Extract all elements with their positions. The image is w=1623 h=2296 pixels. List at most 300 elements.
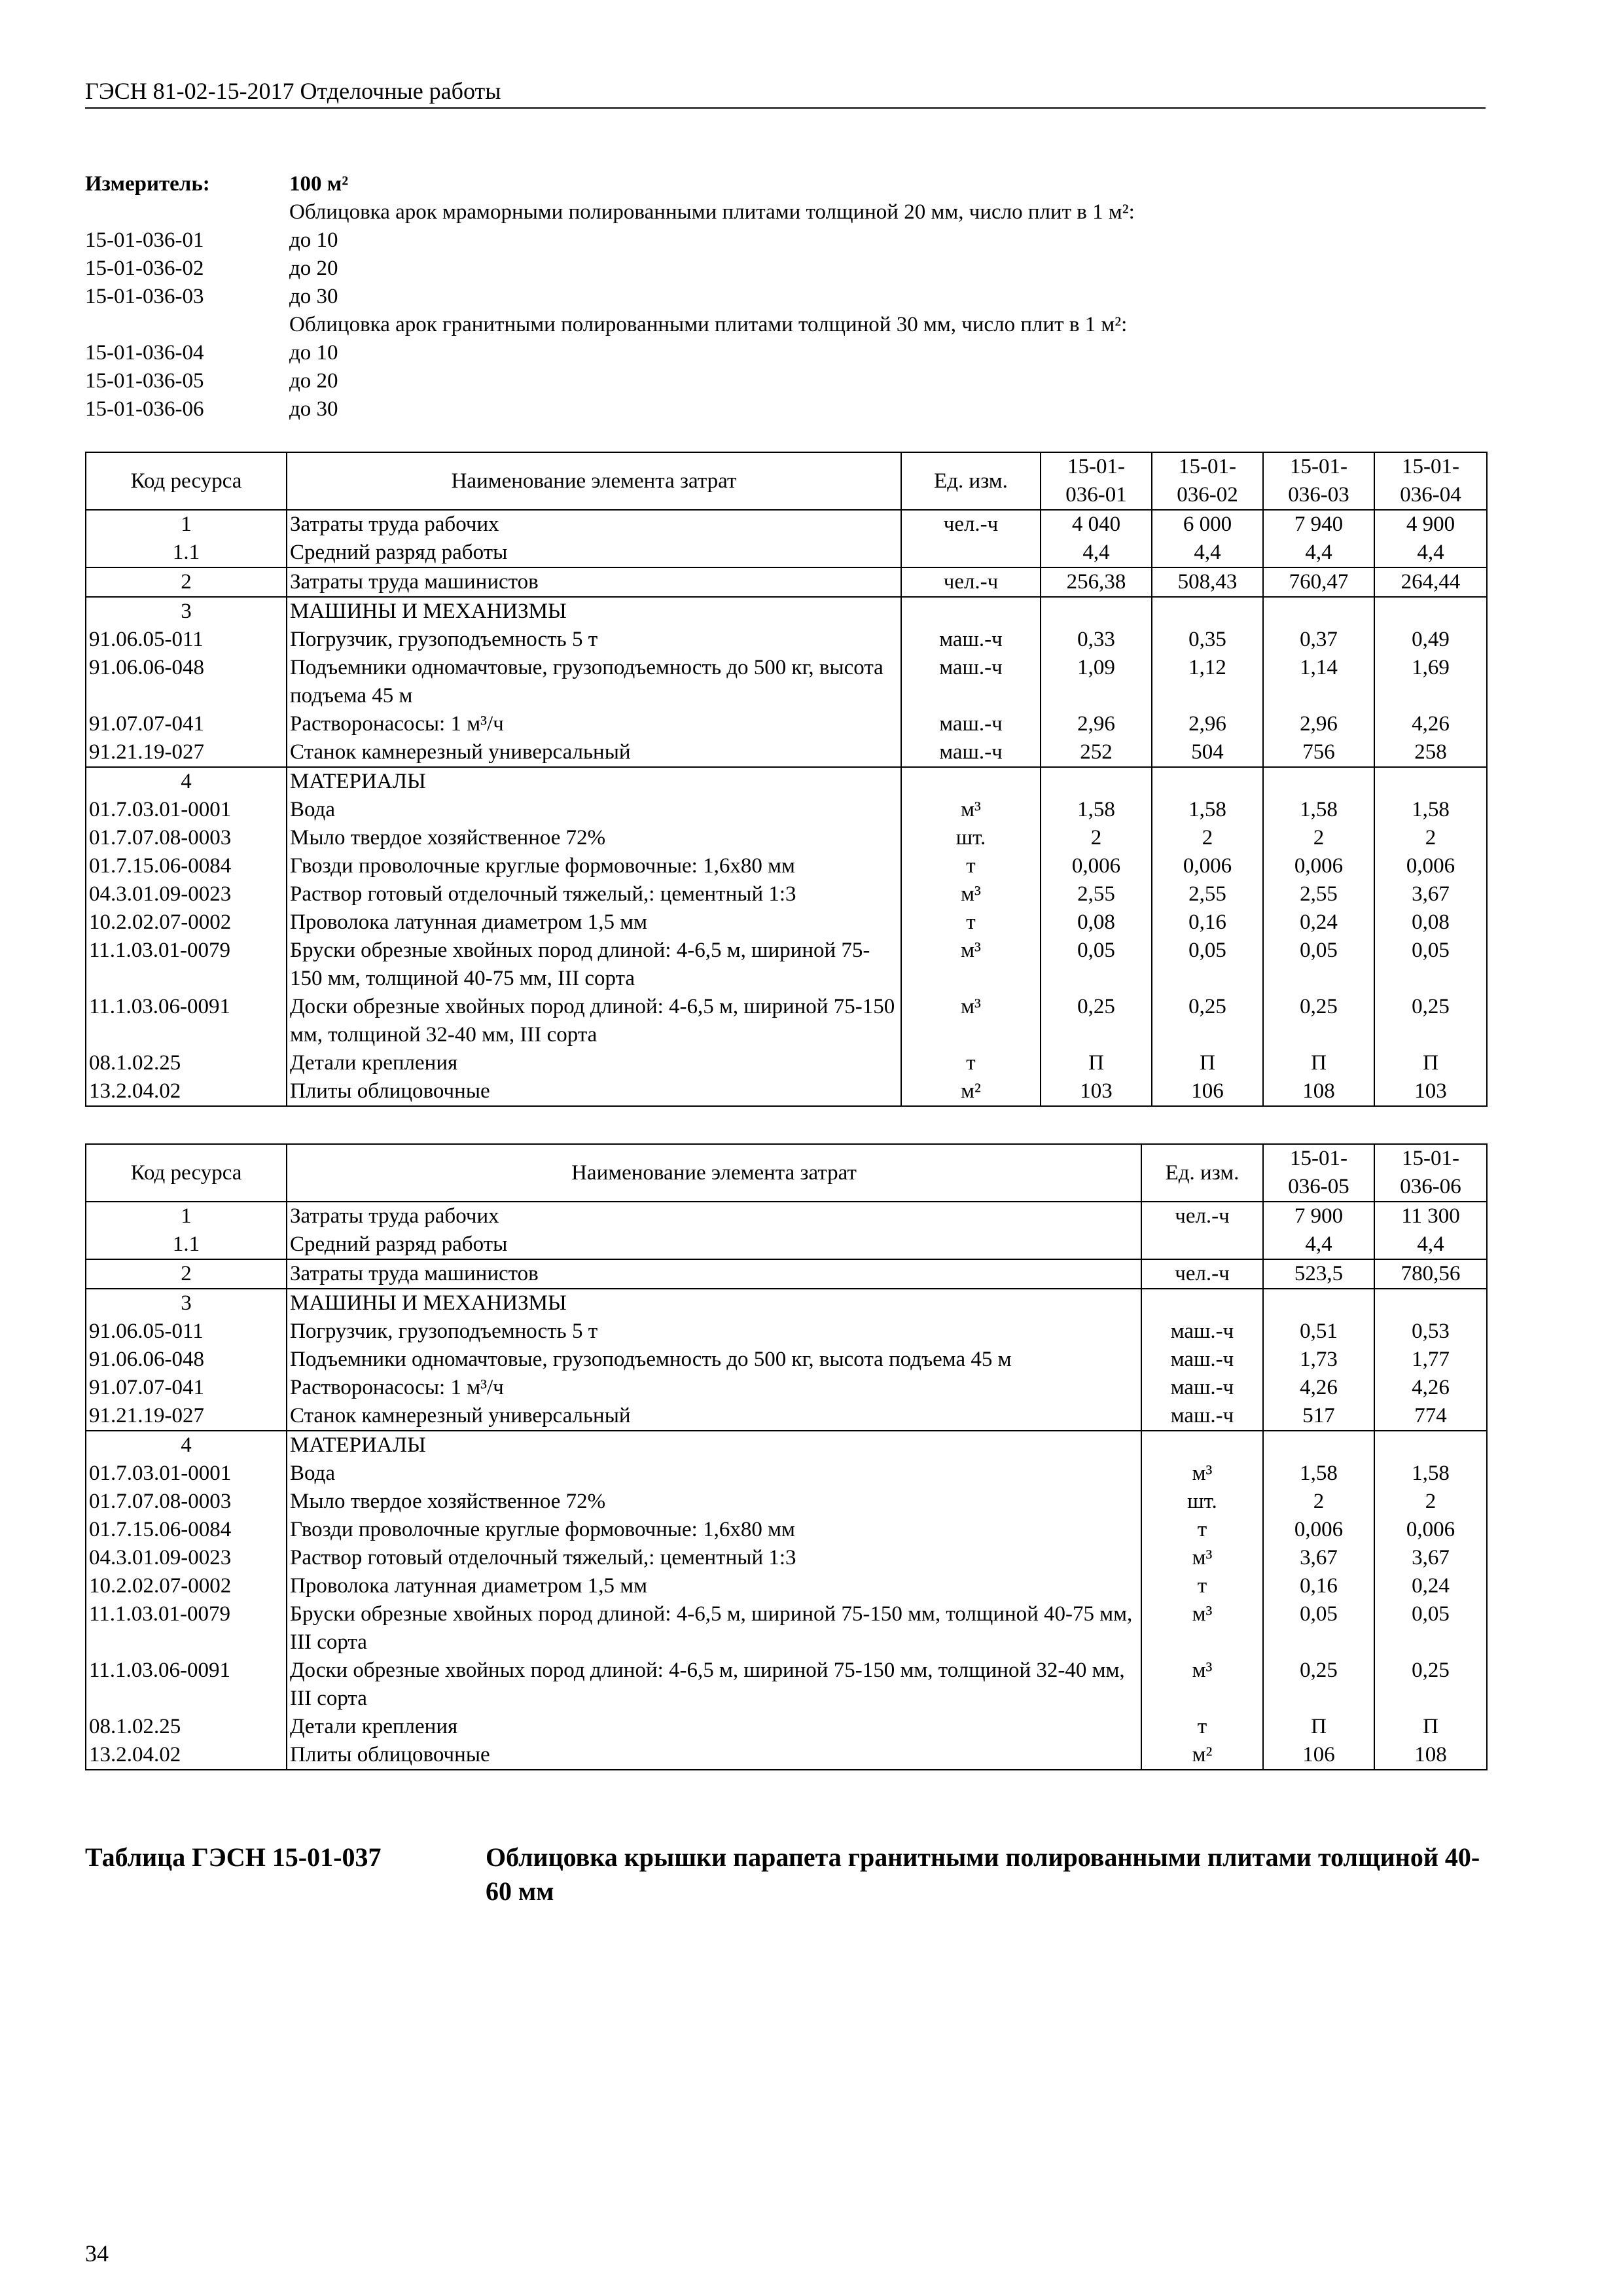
resource-unit: м³ <box>1141 1544 1263 1572</box>
resource-value: 2 <box>1263 1488 1374 1516</box>
resource-value: 2,55 <box>1263 880 1374 908</box>
resource-value: 103 <box>1374 1077 1487 1106</box>
resource-code: 91.07.07-041 <box>86 1374 287 1402</box>
resource-value: 774 <box>1374 1402 1487 1431</box>
column-header: 15-01- 036-01 <box>1041 452 1152 510</box>
resource-value <box>1263 597 1374 626</box>
resource-code: 2 <box>86 567 287 597</box>
resource-name: Подъемники одномачтовые, грузоподъемность до 500 кг, высота подъема 45 м <box>287 654 901 710</box>
resource-value: 0,25 <box>1374 1657 1487 1713</box>
table-row <box>86 767 1487 796</box>
resource-unit: м³ <box>1141 1460 1263 1488</box>
resource-unit: чел.-ч <box>901 510 1041 539</box>
resource-value <box>1374 1431 1487 1460</box>
meter-value: 100 м² <box>289 172 349 196</box>
resource-value: 2 <box>1041 824 1152 852</box>
resource-name: Подъемники одномачтовые, грузоподъемность до 500 кг, высота подъема 45 м <box>287 1346 1141 1374</box>
resource-value: 0,25 <box>1263 993 1374 1049</box>
resource-unit: чел.-ч <box>901 567 1041 597</box>
resource-code: 01.7.03.01-0001 <box>86 1460 287 1488</box>
meter-row <box>85 226 1486 255</box>
resource-unit: маш.-ч <box>1141 1402 1263 1431</box>
resource-unit: чел.-ч <box>1141 1202 1263 1230</box>
resource-value: 4,4 <box>1041 539 1152 567</box>
resource-value: 508,43 <box>1152 567 1263 597</box>
column-header: 15-01- 036-06 <box>1374 1144 1487 1202</box>
meter-code: 15-01-036-06 <box>85 397 204 421</box>
resource-value: 1,58 <box>1041 796 1152 824</box>
resource-value: 4 040 <box>1041 510 1152 539</box>
table-row <box>86 908 1487 937</box>
resource-value: 2,55 <box>1152 880 1263 908</box>
resource-name: Мыло твердое хозяйственное 72% <box>287 1488 1141 1516</box>
resource-unit: маш.-ч <box>901 738 1041 767</box>
resource-unit: т <box>901 908 1041 937</box>
resource-name: Средний разряд работы <box>287 1230 1141 1259</box>
meter-row <box>85 339 1486 367</box>
resource-value: 0,25 <box>1152 993 1263 1049</box>
resource-code: 10.2.02.07-0002 <box>86 908 287 937</box>
resource-value: 4,4 <box>1152 539 1263 567</box>
resource-name: Растворонасосы: 1 м³/ч <box>287 710 901 738</box>
meter-text: до 10 <box>289 228 338 252</box>
resource-unit: маш.-ч <box>901 654 1041 710</box>
resource-name: Погрузчик, грузоподъемность 5 т <box>287 626 901 654</box>
resource-value: 108 <box>1263 1077 1374 1106</box>
resource-unit: т <box>1141 1572 1263 1600</box>
resource-code: 4 <box>86 767 287 796</box>
resource-code: 01.7.07.08-0003 <box>86 824 287 852</box>
resource-value: 4,4 <box>1374 539 1487 567</box>
resource-value: 0,006 <box>1374 852 1487 880</box>
resource-value: 0,05 <box>1374 1600 1487 1657</box>
table-row <box>86 1431 1487 1460</box>
table-row <box>86 510 1487 539</box>
column-header: Код ресурса <box>86 1144 287 1202</box>
resource-name: Доски обрезные хвойных пород длиной: 4-6,5 м, шириной 75-150 мм, толщиной 32-40 мм, III сорта <box>287 993 901 1049</box>
resource-unit: м³ <box>901 796 1041 824</box>
resource-code: 91.06.05-011 <box>86 626 287 654</box>
resource-unit: т <box>901 1049 1041 1077</box>
resource-code: 04.3.01.09-0023 <box>86 1544 287 1572</box>
table-row <box>86 1259 1487 1289</box>
resource-code: 91.21.19-027 <box>86 738 287 767</box>
resource-code: 08.1.02.25 <box>86 1049 287 1077</box>
resource-name: Проволока латунная диаметром 1,5 мм <box>287 908 901 937</box>
resource-value: 0,05 <box>1263 937 1374 993</box>
table-row <box>86 1289 1487 1318</box>
resource-value: 0,05 <box>1152 937 1263 993</box>
table-row <box>86 1346 1487 1374</box>
meter-code: 15-01-036-03 <box>85 285 204 308</box>
table-row <box>86 1657 1487 1713</box>
resource-value: 0,33 <box>1041 626 1152 654</box>
resource-code: 91.07.07-041 <box>86 710 287 738</box>
resource-value: 4,4 <box>1263 539 1374 567</box>
column-header: Наименование элемента затрат <box>287 1144 1141 1202</box>
resource-unit: т <box>1141 1713 1263 1741</box>
resource-value: 0,25 <box>1374 993 1487 1049</box>
resource-unit: м³ <box>901 880 1041 908</box>
table-row <box>86 1049 1487 1077</box>
resource-value: П <box>1263 1049 1374 1077</box>
resource-code: 13.2.04.02 <box>86 1077 287 1106</box>
column-header: Наименование элемента затрат <box>287 452 901 510</box>
table-row <box>86 1374 1487 1402</box>
resource-unit: маш.-ч <box>1141 1346 1263 1374</box>
resource-value <box>1374 1289 1487 1318</box>
resource-value: 760,47 <box>1263 567 1374 597</box>
table-row <box>86 1516 1487 1544</box>
next-table-title <box>85 1840 1486 1909</box>
resource-value: 0,25 <box>1263 1657 1374 1713</box>
resource-name: Бруски обрезные хвойных пород длиной: 4-6,5 м, шириной 75-150 мм, толщиной 40-75 мм, III сорта <box>287 1600 1141 1657</box>
resource-value: 4 900 <box>1374 510 1487 539</box>
resource-value: 1,69 <box>1374 654 1487 710</box>
resource-unit: м³ <box>1141 1657 1263 1713</box>
meter-code <box>85 311 289 339</box>
resource-unit: маш.-ч <box>1141 1374 1263 1402</box>
table-row <box>86 1488 1487 1516</box>
resource-value: 0,006 <box>1041 852 1152 880</box>
resource-value: 0,37 <box>1263 626 1374 654</box>
resource-value <box>1263 767 1374 796</box>
meter-text: до 30 <box>289 285 338 308</box>
resource-value: 3,67 <box>1263 1544 1374 1572</box>
meter-text: Облицовка арок гранитными полированными плитами толщиной 30 мм, число плит в 1 м²: <box>289 313 1128 336</box>
meter-block <box>85 170 1486 423</box>
resource-name: Станок камнерезный универсальный <box>287 1402 1141 1431</box>
meter-row <box>85 255 1486 283</box>
resource-code: 01.7.07.08-0003 <box>86 1488 287 1516</box>
resource-unit: м² <box>1141 1741 1263 1770</box>
resource-value: 0,25 <box>1041 993 1152 1049</box>
resource-name: Гвозди проволочные круглые формовочные: 1,6х80 мм <box>287 852 901 880</box>
table-row <box>86 1572 1487 1600</box>
resource-code: 10.2.02.07-0002 <box>86 1572 287 1600</box>
meter-text: до 20 <box>289 369 338 393</box>
resource-value: 2 <box>1374 1488 1487 1516</box>
table-row <box>86 824 1487 852</box>
meter-row <box>85 367 1486 395</box>
table-row <box>86 1077 1487 1106</box>
table-row <box>86 1230 1487 1259</box>
table-row <box>86 1713 1487 1741</box>
resource-value: 106 <box>1152 1077 1263 1106</box>
resource-code: 1 <box>86 1202 287 1230</box>
resource-value: 3,67 <box>1374 880 1487 908</box>
resource-value: 523,5 <box>1263 1259 1374 1289</box>
meter-text: до 10 <box>289 341 338 365</box>
meter-row <box>85 198 1486 226</box>
next-table-name: Облицовка крышки парапета гранитными полированными плитами толщиной 40-60 мм <box>486 1842 1480 1906</box>
table-row <box>86 1600 1487 1657</box>
meter-text: до 30 <box>289 397 338 421</box>
resource-name: Гвозди проволочные круглые формовочные: 1,6х80 мм <box>287 1516 1141 1544</box>
meter-text: Облицовка арок мраморными полированными плитами толщиной 20 мм, число плит в 1 м²: <box>289 200 1135 224</box>
resource-value: 0,51 <box>1263 1318 1374 1346</box>
resource-value: 258 <box>1374 738 1487 767</box>
resource-name: Мыло твердое хозяйственное 72% <box>287 824 901 852</box>
resource-value: 0,24 <box>1374 1572 1487 1600</box>
resource-name: Бруски обрезные хвойных пород длиной: 4-6,5 м, шириной 75-150 мм, толщиной 40-75 мм, III сорта <box>287 937 901 993</box>
resource-name: Затраты труда рабочих <box>287 510 901 539</box>
column-header: 15-01- 036-05 <box>1263 1144 1374 1202</box>
table-row <box>86 1460 1487 1488</box>
resource-value: 2,96 <box>1263 710 1374 738</box>
resource-code: 04.3.01.09-0023 <box>86 880 287 908</box>
meter-code <box>85 198 289 226</box>
resource-value: 1,09 <box>1041 654 1152 710</box>
resource-value: 106 <box>1263 1741 1374 1770</box>
resource-code: 01.7.03.01-0001 <box>86 796 287 824</box>
next-table-label: Таблица ГЭСН 15-01-037 <box>85 1842 382 1872</box>
resource-value: 2 <box>1263 824 1374 852</box>
resource-name: Растворонасосы: 1 м³/ч <box>287 1374 1141 1402</box>
resource-code: 13.2.04.02 <box>86 1741 287 1770</box>
table-row <box>86 626 1487 654</box>
resource-name: МАТЕРИАЛЫ <box>287 767 901 796</box>
table-row <box>86 738 1487 767</box>
resource-value: 4,4 <box>1263 1230 1374 1259</box>
table-row <box>86 1544 1487 1572</box>
resource-value: 7 940 <box>1263 510 1374 539</box>
resource-value: 0,006 <box>1152 852 1263 880</box>
column-header: Ед. изм. <box>901 452 1041 510</box>
meter-text: до 20 <box>289 257 338 280</box>
resource-code: 2 <box>86 1259 287 1289</box>
table-row <box>86 1318 1487 1346</box>
resource-name: МАТЕРИАЛЫ <box>287 1431 1141 1460</box>
resource-name: Плиты облицовочные <box>287 1077 901 1106</box>
resource-name: Детали крепления <box>287 1713 1141 1741</box>
resource-name: Средний разряд работы <box>287 539 901 567</box>
resource-unit <box>1141 1431 1263 1460</box>
resource-unit <box>901 539 1041 567</box>
page-number: 34 <box>85 2240 109 2267</box>
resource-value: 1,12 <box>1152 654 1263 710</box>
table-row <box>86 796 1487 824</box>
resource-value: 0,006 <box>1263 1516 1374 1544</box>
resource-value: П <box>1041 1049 1152 1077</box>
resource-value: 0,16 <box>1263 1572 1374 1600</box>
resource-unit <box>1141 1230 1263 1259</box>
resource-value: 4,4 <box>1374 1230 1487 1259</box>
meter-row <box>85 311 1486 339</box>
resource-value: 756 <box>1263 738 1374 767</box>
resource-value: П <box>1374 1049 1487 1077</box>
resource-value: 0,08 <box>1041 908 1152 937</box>
table-row <box>86 937 1487 993</box>
resource-value: 2,55 <box>1041 880 1152 908</box>
resource-code: 08.1.02.25 <box>86 1713 287 1741</box>
resource-value: 1,58 <box>1374 1460 1487 1488</box>
resource-name: МАШИНЫ И МЕХАНИЗМЫ <box>287 597 901 626</box>
table-row <box>86 539 1487 567</box>
resource-value: 0,49 <box>1374 626 1487 654</box>
resource-unit: шт. <box>1141 1488 1263 1516</box>
resource-value: 2,96 <box>1041 710 1152 738</box>
meter-code: 15-01-036-04 <box>85 341 204 365</box>
resource-value: 0,05 <box>1263 1600 1374 1657</box>
resource-value: 252 <box>1041 738 1152 767</box>
resource-code: 1.1 <box>86 539 287 567</box>
resource-code: 4 <box>86 1431 287 1460</box>
resource-value: 1,77 <box>1374 1346 1487 1374</box>
resource-code: 91.06.06-048 <box>86 1346 287 1374</box>
meter-code: 15-01-036-01 <box>85 228 204 252</box>
resource-name: Раствор готовый отделочный тяжелый,: цементный 1:3 <box>287 1544 1141 1572</box>
resource-code: 3 <box>86 1289 287 1318</box>
resource-code: 01.7.15.06-0084 <box>86 852 287 880</box>
resource-value: 0,05 <box>1374 937 1487 993</box>
resource-unit: т <box>901 852 1041 880</box>
resource-name: Погрузчик, грузоподъемность 5 т <box>287 1318 1141 1346</box>
resource-code: 1.1 <box>86 1230 287 1259</box>
resource-code: 3 <box>86 597 287 626</box>
resource-value: 103 <box>1041 1077 1152 1106</box>
resource-value: 7 900 <box>1263 1202 1374 1230</box>
column-header: 15-01- 036-04 <box>1374 452 1487 510</box>
resource-name: Затраты труда рабочих <box>287 1202 1141 1230</box>
resource-unit: м³ <box>901 993 1041 1049</box>
table-row <box>86 710 1487 738</box>
resource-value: 1,58 <box>1263 1460 1374 1488</box>
resource-code: 11.1.03.01-0079 <box>86 1600 287 1657</box>
resource-value: 256,38 <box>1041 567 1152 597</box>
resource-value <box>1374 597 1487 626</box>
meter-row <box>85 170 1486 198</box>
resource-value: П <box>1152 1049 1263 1077</box>
resource-unit: т <box>1141 1516 1263 1544</box>
resource-value: 2,96 <box>1152 710 1263 738</box>
table-row <box>86 993 1487 1049</box>
resource-code: 01.7.15.06-0084 <box>86 1516 287 1544</box>
resource-value <box>1263 1431 1374 1460</box>
resource-table-1 <box>85 452 1488 1107</box>
table-row <box>86 880 1487 908</box>
meter-code: 15-01-036-02 <box>85 257 204 280</box>
table-row <box>86 852 1487 880</box>
resource-value: 0,24 <box>1263 908 1374 937</box>
resource-code: 1 <box>86 510 287 539</box>
resource-value: 504 <box>1152 738 1263 767</box>
resource-value <box>1263 1289 1374 1318</box>
resource-value: 108 <box>1374 1741 1487 1770</box>
resource-value: 2 <box>1152 824 1263 852</box>
resource-value <box>1152 767 1263 796</box>
resource-value: 1,58 <box>1263 796 1374 824</box>
resource-value: 1,58 <box>1374 796 1487 824</box>
resource-value: 0,16 <box>1152 908 1263 937</box>
table-row <box>86 597 1487 626</box>
resource-code: 91.21.19-027 <box>86 1402 287 1431</box>
resource-value: 3,67 <box>1374 1544 1487 1572</box>
table-row <box>86 1741 1487 1770</box>
resource-value <box>1041 597 1152 626</box>
resource-code: 11.1.03.06-0091 <box>86 1657 287 1713</box>
resource-value: 0,53 <box>1374 1318 1487 1346</box>
resource-value: 0,006 <box>1263 852 1374 880</box>
resource-value: П <box>1374 1713 1487 1741</box>
column-header: Ед. изм. <box>1141 1144 1263 1202</box>
resource-value: П <box>1263 1713 1374 1741</box>
resource-name: МАШИНЫ И МЕХАНИЗМЫ <box>287 1289 1141 1318</box>
resource-value: 1,58 <box>1152 796 1263 824</box>
resource-unit: маш.-ч <box>901 626 1041 654</box>
resource-value: 264,44 <box>1374 567 1487 597</box>
resource-name: Доски обрезные хвойных пород длиной: 4-6,5 м, шириной 75-150 мм, толщиной 32-40 мм, III сорта <box>287 1657 1141 1713</box>
column-header: 15-01- 036-02 <box>1152 452 1263 510</box>
resource-code: 11.1.03.06-0091 <box>86 993 287 1049</box>
resource-value: 2 <box>1374 824 1487 852</box>
meter-row <box>85 283 1486 311</box>
resource-unit <box>901 767 1041 796</box>
resource-unit: м³ <box>901 937 1041 993</box>
resource-value: 4,26 <box>1374 1374 1487 1402</box>
table-row <box>86 654 1487 710</box>
resource-unit: чел.-ч <box>1141 1259 1263 1289</box>
resource-value <box>1041 767 1152 796</box>
resource-value: 4,26 <box>1263 1374 1374 1402</box>
resource-name: Затраты труда машинистов <box>287 567 901 597</box>
resource-name: Затраты труда машинистов <box>287 1259 1141 1289</box>
resource-unit: м² <box>901 1077 1041 1106</box>
column-header: 15-01- 036-03 <box>1263 452 1374 510</box>
resource-unit <box>901 597 1041 626</box>
resource-value: 11 300 <box>1374 1202 1487 1230</box>
column-header: Код ресурса <box>86 452 287 510</box>
resource-value: 0,08 <box>1374 908 1487 937</box>
meter-row <box>85 395 1486 423</box>
table-row <box>86 1402 1487 1431</box>
resource-value: 6 000 <box>1152 510 1263 539</box>
running-header: ГЭСН 81-02-15-2017 Отделочные работы <box>85 77 1486 109</box>
meter-code: 15-01-036-05 <box>85 369 204 393</box>
resource-value: 780,56 <box>1374 1259 1487 1289</box>
resource-value <box>1374 767 1487 796</box>
resource-unit: шт. <box>901 824 1041 852</box>
resource-unit: маш.-ч <box>901 710 1041 738</box>
table-header-row <box>86 452 1487 510</box>
resource-code: 91.06.05-011 <box>86 1318 287 1346</box>
resource-value: 0,05 <box>1041 937 1152 993</box>
resource-name: Станок камнерезный универсальный <box>287 738 901 767</box>
resource-value: 517 <box>1263 1402 1374 1431</box>
resource-unit: м³ <box>1141 1600 1263 1657</box>
resource-name: Вода <box>287 1460 1141 1488</box>
resource-name: Вода <box>287 796 901 824</box>
resource-value: 4,26 <box>1374 710 1487 738</box>
table-row <box>86 1202 1487 1230</box>
resource-name: Плиты облицовочные <box>287 1741 1141 1770</box>
resource-value: 0,35 <box>1152 626 1263 654</box>
meter-label: Измеритель: <box>85 172 210 196</box>
resource-code: 11.1.03.01-0079 <box>86 937 287 993</box>
resource-value: 0,006 <box>1374 1516 1487 1544</box>
resource-unit <box>1141 1289 1263 1318</box>
resource-value: 1,73 <box>1263 1346 1374 1374</box>
resource-unit: маш.-ч <box>1141 1318 1263 1346</box>
resource-code: 91.06.06-048 <box>86 654 287 710</box>
resource-value <box>1152 597 1263 626</box>
resource-value: 1,14 <box>1263 654 1374 710</box>
resource-name: Детали крепления <box>287 1049 901 1077</box>
resource-name: Проволока латунная диаметром 1,5 мм <box>287 1572 1141 1600</box>
resource-table-2 <box>85 1143 1488 1770</box>
resource-name: Раствор готовый отделочный тяжелый,: цементный 1:3 <box>287 880 901 908</box>
table-row <box>86 567 1487 597</box>
